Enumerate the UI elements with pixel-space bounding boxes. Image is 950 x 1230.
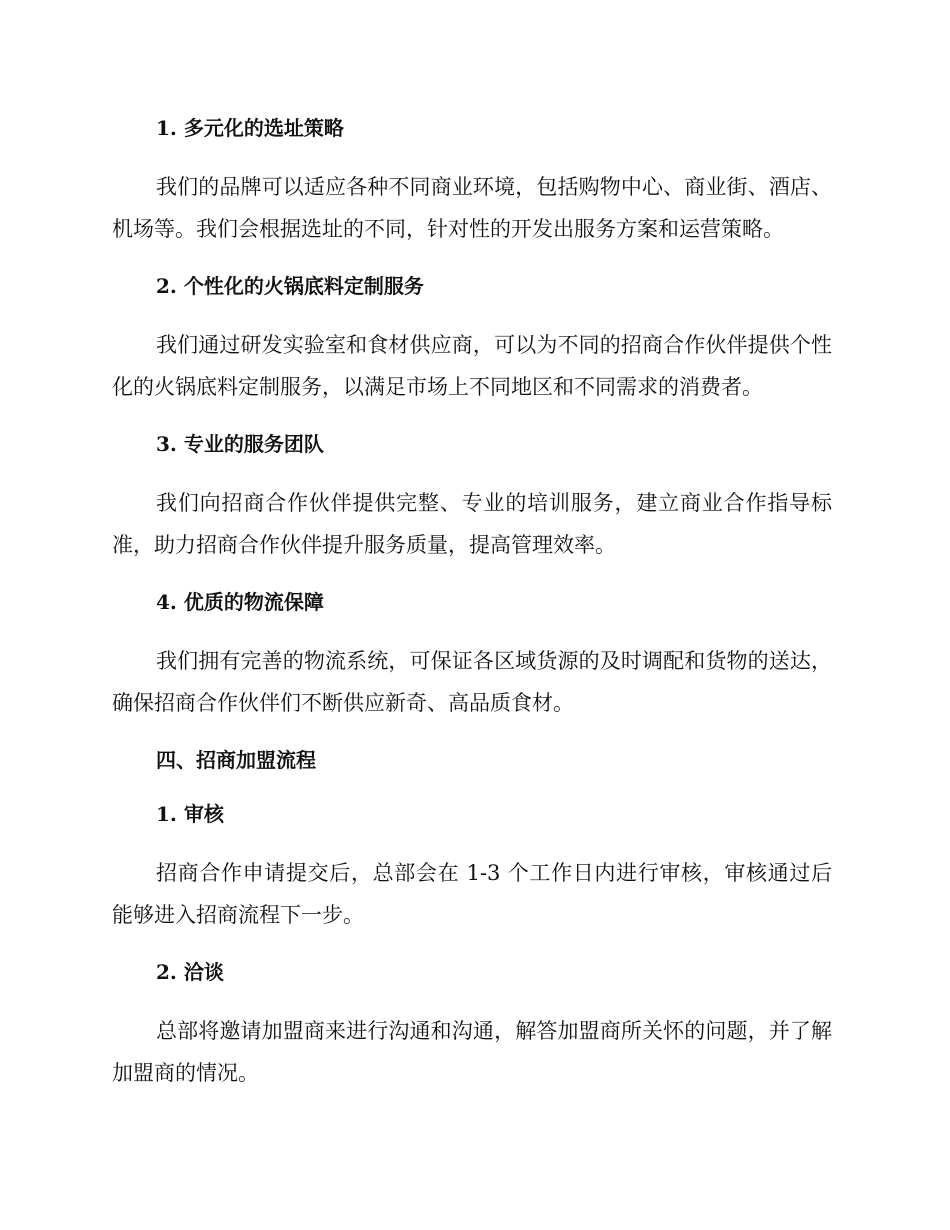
process-paragraph-2: 总部将邀请加盟商来进行沟通和沟通，解答加盟商所关怀的问题，并了解加盟商的情况。 <box>112 1019 832 1085</box>
section-heading-4: 4. 优质的物流保障 <box>156 590 324 614</box>
section-paragraph-2: 我们通过研发实验室和食材供应商，可以为不同的招商合作伙伴提供个性化的火锅底料定制服务，以满足市场上不同地区和不同需求的消费者。 <box>112 333 832 399</box>
process-heading-2: 2. 洽谈 <box>156 960 224 984</box>
section-paragraph-4: 我们拥有完善的物流系统，可保证各区域货源的及时调配和货物的送达，确保招商合作伙伴们不断供应新奇、高品质食材。 <box>112 649 832 715</box>
process-heading-1: 1. 审核 <box>156 802 224 826</box>
chapter-heading: 四、招商加盟流程 <box>156 748 316 772</box>
section-paragraph-1: 我们的品牌可以适应各种不同商业环境，包括购物中心、商业街、酒店、机场等。我们会根据选址的不同，针对性的开发出服务方案和运营策略。 <box>112 175 832 241</box>
document-body <box>112 112 832 1094</box>
process-paragraph-1: 招商合作申请提交后，总部会在 1-3 个工作日内进行审核，审核通过后能够进入招商流程下一步。 <box>112 861 832 927</box>
section-paragraph-3: 我们向招商合作伙伴提供完整、专业的培训服务，建立商业合作指导标准，助力招商合作伙伴提升服务质量，提高管理效率。 <box>112 491 832 557</box>
section-heading-1: 1. 多元化的选址策略 <box>156 116 344 140</box>
section-heading-3: 3. 专业的服务团队 <box>156 432 324 456</box>
section-heading-2: 2. 个性化的火锅底料定制服务 <box>156 274 424 298</box>
